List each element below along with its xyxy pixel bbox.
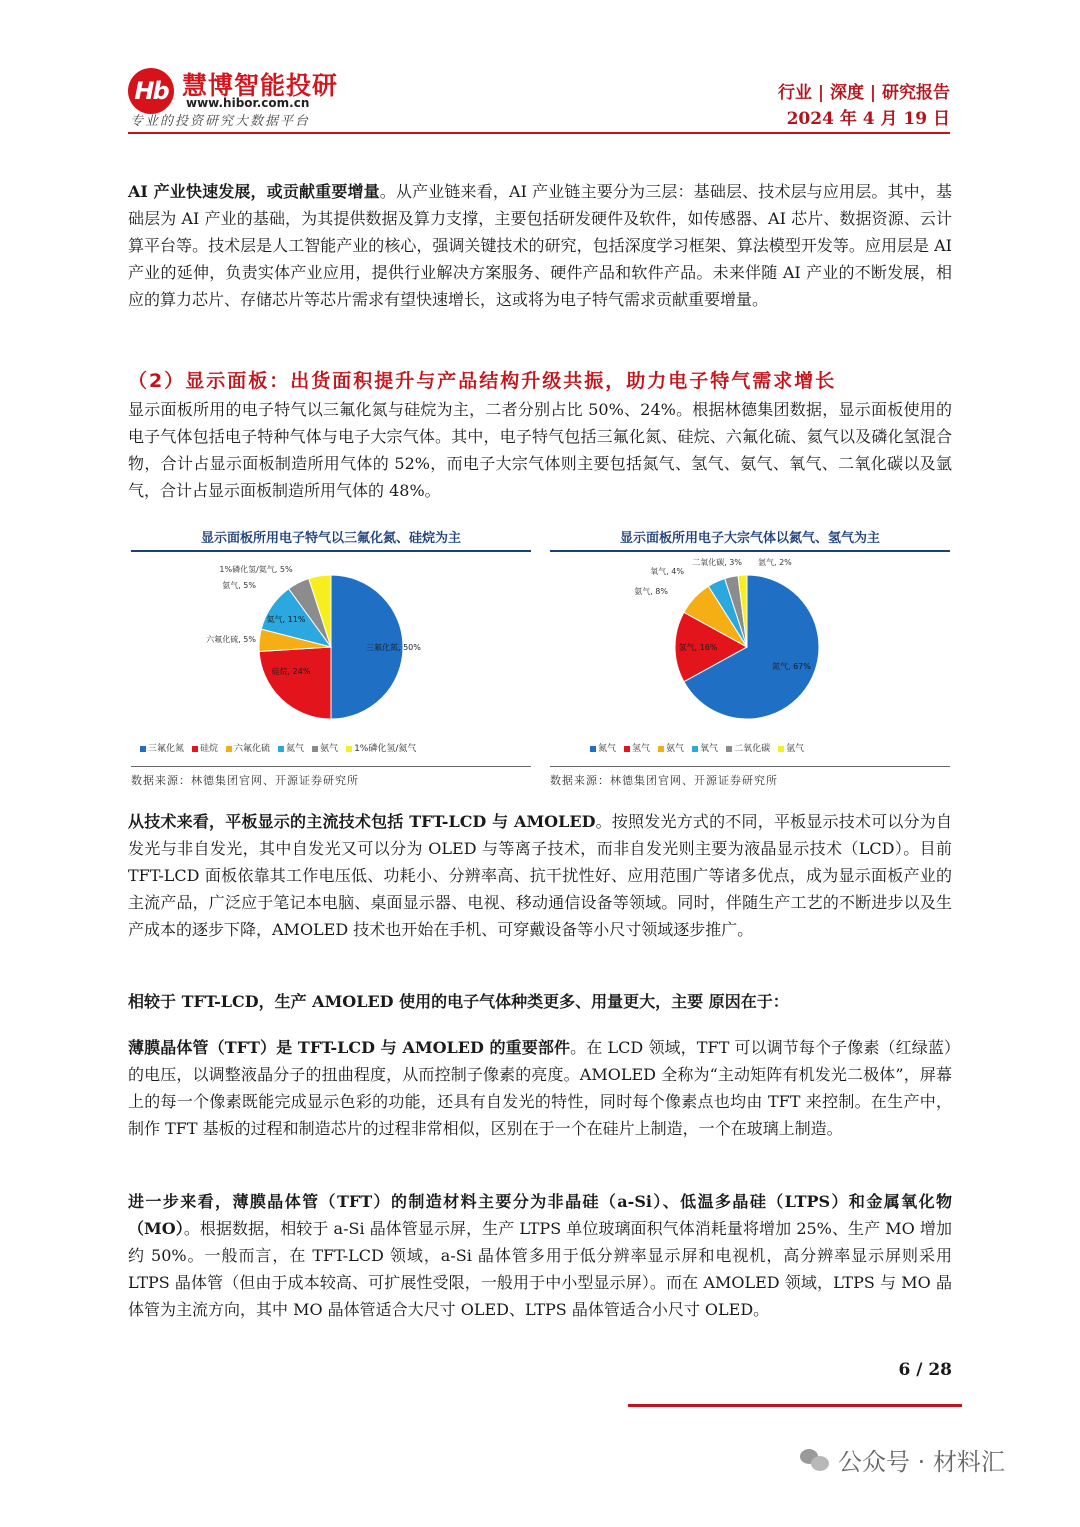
legend-label: 三氟化氮 (148, 744, 185, 754)
logo-slogan: 专业的投资研究大数据平台 (130, 114, 311, 129)
chart-title-special-gas: 显示面板所用电子特气以三氟化氮、硅烷为主 (131, 527, 531, 552)
legend-item-3 (658, 741, 684, 754)
legend-label: 二氧化碳 (734, 744, 771, 754)
legend-item-1 (590, 741, 616, 754)
report-category: 行业 | 深度 | 研究报告 (777, 83, 950, 103)
legend-swatch (778, 746, 784, 752)
paragraph-body: 。按照发光方式的不同，平板显示技术可以分为自发光与非自发光，其中自发光又可以分为 OLED 与等离子技术，而非自发光则主要为液晶显示技术（LCD）。目前 TFT-LCD 面板依靠其工作电压低、功耗小、分辨率高、抗干扰性好、应用范围广等诸多优点，成为显示面板产业的主流产品，广泛应于笔记本电脑、桌面显示器、电视、移动通信设备等领域。同时，伴随生产工艺的不断进步以及生产成本的逐步下降，AMOLED 技术也开始在手机、可穿戴设备等小尺寸领域逐步推广。 (128, 812, 952, 939)
legend-swatch (312, 746, 318, 752)
chart-legend-bulk-gas (590, 741, 804, 754)
footer-divider (628, 1404, 962, 1407)
paragraph-lead: 进一步来看，薄膜晶体管（TFT）的制造材料主要分为非晶硅（a-Si）、低温多晶硅（LTPS）和金属氧化物（MO） (128, 1192, 952, 1238)
pie-label-5: 氨气, 5% (222, 581, 256, 590)
paragraph-tft-materials (128, 1188, 952, 1323)
legend-label: 氧气 (700, 744, 719, 754)
legend-swatch (346, 746, 352, 752)
legend-item-2 (624, 741, 650, 754)
paragraph-lead: 从技术来看，平板显示的主流技术包括 TFT-LCD 与 AMOLED (128, 812, 596, 831)
legend-item-1 (140, 741, 184, 754)
logo-name: 慧博智能投研 (182, 71, 339, 100)
legend-swatch (590, 746, 596, 752)
paragraph-lead: 薄膜晶体管（TFT）是 TFT-LCD 与 AMOLED 的重要部件 (128, 1038, 571, 1057)
pie-label-3: 六氟化硫, 5% (206, 635, 256, 644)
legend-item-3 (226, 741, 270, 754)
paragraph-tft (128, 1034, 952, 1142)
pie-label-6: 1%磷化氢/氦气, 5% (219, 565, 293, 574)
legend-item-5 (312, 741, 338, 754)
chart-source: 数据来源：林德集团官网、开源证券研究所 (550, 766, 950, 788)
watermark-text: 公众号 · 材料汇 (838, 1448, 1005, 1476)
legend-label: 六氟化硫 (234, 744, 271, 754)
legend-swatch (278, 746, 284, 752)
legend-item-6 (778, 741, 804, 754)
legend-swatch (658, 746, 664, 752)
paragraph-ai-industry (128, 178, 952, 313)
logo-url: www.hibor.com.cn (186, 96, 310, 110)
pie-label-3: 氨气, 8% (634, 587, 668, 596)
legend-swatch (140, 746, 146, 752)
pie-label-5: 二氧化碳, 3% (692, 558, 742, 567)
legend-item-6 (346, 741, 416, 754)
chart-source: 数据来源：林德集团官网、开源证券研究所 (131, 766, 531, 788)
pie-label-1: 三氟化氮, 50% (366, 643, 421, 652)
legend-label: 氢气 (632, 744, 651, 754)
paragraph-lead: AI 产业快速发展，或贡献重要增量 (128, 182, 380, 201)
wechat-icon (800, 1447, 830, 1473)
chart-title-bulk-gas: 显示面板所用电子大宗气体以氮气、氢气为主 (550, 527, 950, 552)
pie-label-1: 氮气, 67% (772, 662, 811, 671)
paragraph-body: 。在 LCD 领域，TFT 可以调节每个子像素（红绿蓝）的电压，以调整液晶分子的扭曲程度，从而控制子像素的亮度。AMOLED 全称为“主动矩阵有机发光二极体”，屏幕上的每一个像素既能完成显示色彩的功能，还具有自发光的特性，同时每个像素点也均由 TFT 来控制。在生产中，制作 TFT 基板的过程和制造芯片的过程非常相似，区别在于一个在硅片上制造，一个在玻璃上制造。 (128, 1038, 952, 1138)
watermark (800, 1442, 1005, 1477)
chart-legend-special-gas (140, 741, 416, 754)
legend-swatch (624, 746, 630, 752)
legend-label: 氨气 (666, 744, 685, 754)
legend-item-4 (278, 741, 304, 754)
pie-label-6: 氩气, 2% (758, 558, 792, 567)
pie-label-4: 氧气, 4% (650, 567, 684, 576)
logo-icon: Hb (128, 68, 174, 114)
legend-swatch (226, 746, 232, 752)
legend-label: 1%磷化氢/氦气 (354, 744, 417, 754)
legend-label: 氮气 (598, 744, 617, 754)
legend-swatch (726, 746, 732, 752)
legend-label: 氨气 (320, 744, 339, 754)
legend-swatch (692, 746, 698, 752)
header-divider (128, 132, 950, 134)
legend-label: 硅烷 (200, 744, 219, 754)
legend-label: 氩气 (786, 744, 805, 754)
report-date: 2024 年 4 月 19 日 (786, 109, 950, 129)
pie-chart-special-gas (131, 552, 531, 737)
section-heading: （2）显示面板：出货面积提升与产品结构升级共振，助力电子特气需求增长 (128, 370, 837, 392)
pie-slice-2 (259, 647, 331, 719)
pie-label-2: 氢气, 16% (678, 643, 718, 652)
paragraph-lead: 相较于 TFT-LCD，生产 AMOLED 使用的电子气体种类更多、用量更大，主要 原因在于： (128, 992, 789, 1011)
pie-chart-bulk-gas (550, 552, 950, 737)
pie-label-4: 氦气, 11% (266, 615, 306, 624)
legend-label: 氦气 (286, 744, 305, 754)
paragraph-body: 显示面板所用的电子特气以三氟化氮与硅烷为主，二者分别占比 50%、24%。根据林德集团数据，显示面板使用的电子气体包括电子特种气体与电子大宗气体。其中，电子特气包括三氟化氮、硅烷、六氟化硫、氦气以及磷化氢混合物，合计占显示面板制造所用气体的 52%，而电子大宗气体则主要包括氮气、氢气、氨气、氧气、二氧化碳以及氩气，合计占显示面板制造所用气体的 48%。 (128, 400, 952, 500)
paragraph-display-panel (128, 396, 952, 504)
legend-swatch (192, 746, 198, 752)
paragraph-body: 。根据数据，相较于 a-Si 晶体管显示屏，生产 LTPS 单位玻璃面积气体消耗量将增加 25%、生产 MO 增加约 50%。一般而言，在 TFT-LCD 领域，a-Si 晶体管多用于低分辨率显示屏和电视机，高分辨率显示屏则采用 LTPS 晶体管（但由于成本较高、可扩展性受限，一般用于中小型显示屏）。而在 AMOLED 领域，LTPS 与 MO 晶体管为主流方向，其中 MO 晶体管适合大尺寸 OLED、LTPS 晶体管适合小尺寸 OLED。 (128, 1219, 952, 1319)
paragraph-body: 。从产业链来看，AI 产业链主要分为三层：基础层、技术层与应用层。其中，基础层为 AI 产业的基础，为其提供数据及算力支撑，主要包括研发硬件及软件，如传感器、AI 芯片、数据资源、云计算平台等。技术层是人工智能产业的核心，强调关键技术的研究，包括深度学习框架、算法模型开发等。应用层是 AI 产业的延伸，负责实体产业应用，提供行业解决方案服务、硬件产品和软件产品。未来伴随 AI 产业的不断发展，相应的算力芯片、存储芯片等芯片需求有望快速增长，这或将为电子特气需求贡献重要增量。 (128, 182, 952, 309)
legend-item-2 (192, 741, 218, 754)
paragraph-tech (128, 808, 952, 943)
legend-item-5 (726, 741, 770, 754)
page-number: 6 / 28 (898, 1360, 952, 1380)
paragraph-comparison (128, 988, 952, 1015)
legend-item-4 (692, 741, 718, 754)
pie-label-2: 硅烷, 24% (271, 667, 311, 676)
